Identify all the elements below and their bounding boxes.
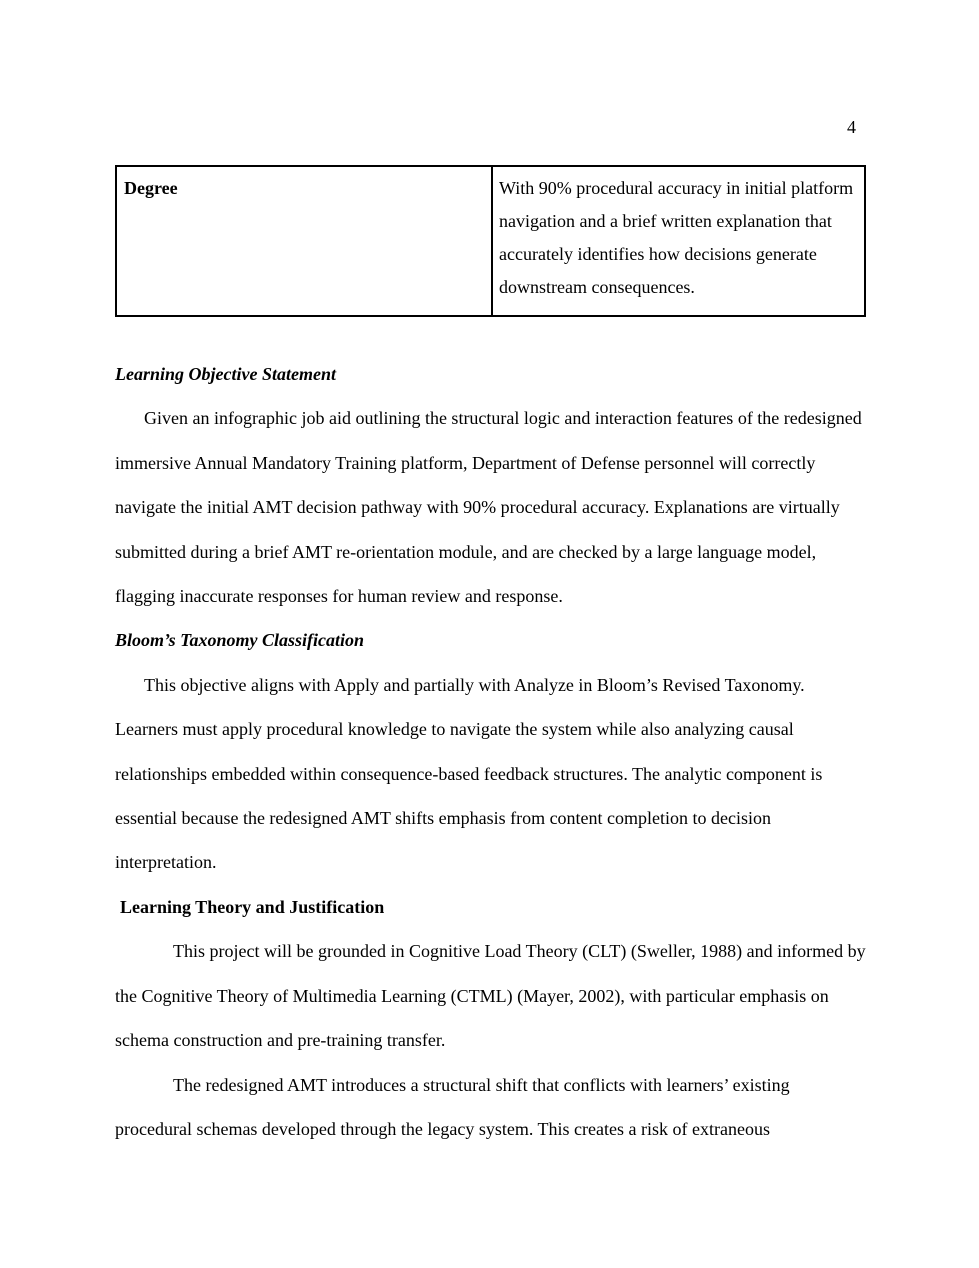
section-heading-bloom: Bloom’s Taxonomy Classification: [115, 630, 365, 651]
document-body: [115, 352, 866, 1151]
section-heading-objective: Learning Objective Statement: [115, 364, 336, 384]
paragraph-theory-2: The redesigned AMT introduces a structural shift that conflicts with learners’ existing procedural schemas developed through the legacy system. This creates a risk of extraneous: [115, 1074, 790, 1139]
table-cell-value: With 90% procedural accuracy in initial platform navigation and a brief written explanation that accurately identifies how decisions generate downstream consequences.: [492, 166, 865, 316]
section-heading-theory: Learning Theory and Justification: [120, 896, 385, 917]
page-number: 4: [847, 117, 856, 137]
table-row: [116, 166, 865, 316]
table-cell-label: Degree: [116, 166, 492, 316]
paragraph-theory-1: This project will be grounded in Cognitive Load Theory (CLT) (Sweller, 1988) and informed by the Cognitive Theory of Multimedia Learning (CTML) (Mayer, 2002), with particular emphasis on schema construction and pre-training transfer.: [115, 941, 866, 1051]
criteria-table: [115, 165, 866, 317]
paragraph-bloom: This objective aligns with Apply and partially with Analyze in Bloom’s Revised Taxonomy. Learners must apply procedural knowledge to navigate the system while also analyzing causal relationships embedded within consequence-based feedback structures. The analytic component is essential because the redesigned AMT shifts emphasis from content completion to decision interpretation.: [115, 674, 823, 873]
paragraph-objective: Given an infographic job aid outlining the structural logic and interaction features of the redesigned immersive Annual Mandatory Training platform, Department of Defense personnel will correctly navigate the initial AMT decision pathway with 90% procedural accuracy. Explanations are virtually submitted during a brief AMT re-orientation module, and are checked by a large language model, flagging inaccurate responses for human review and response.: [115, 408, 862, 607]
